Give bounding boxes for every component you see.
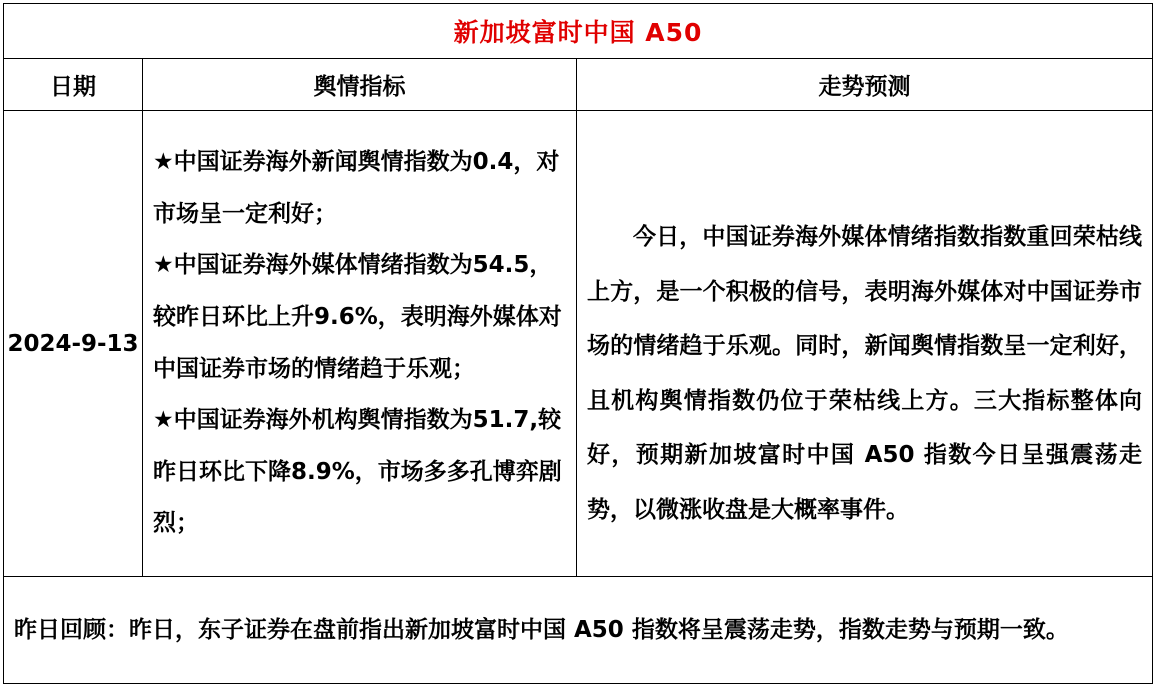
header-date: 日期 <box>4 59 143 111</box>
title-row <box>4 4 1153 59</box>
indicator-media: ★中国证券海外媒体情绪指数为54.5，较昨日环比上升9.6%，表明海外媒体对中国证券市场的情绪趋于乐观； <box>153 252 562 382</box>
review-text: 昨日回顾：昨日，东子证券在盘前指出新加坡富时中国 A50 指数将呈震荡走势，指数走势与预期一致。 <box>4 577 1153 684</box>
indicator-list <box>143 111 577 577</box>
indicator-news: ★中国证券海外新闻舆情指数为0.4，对市场呈一定利好； <box>153 149 560 227</box>
table-title: 新加坡富时中国 A50 <box>4 4 1153 59</box>
data-row <box>4 111 1153 577</box>
a50-sentiment-table <box>3 3 1153 684</box>
forecast-cell <box>577 111 1153 577</box>
header-indicator: 舆情指标 <box>143 59 577 111</box>
forecast-text: 今日，中国证券海外媒体情绪指数指数重回荣枯线上方，是一个积极的信号，表明海外媒体对中国证券市场的情绪趋于乐观。同时，新闻舆情指数呈一定利好，且机构舆情指数仍位于荣枯线上方。三大指标整体向好，预期新加坡富时中国 A50 指数今日呈强震荡走势，以微涨收盘是大概率事件。 <box>587 224 1142 523</box>
header-forecast: 走势预测 <box>577 59 1153 111</box>
review-row <box>4 577 1153 684</box>
indicator-institution: ★中国证券海外机构舆情指数为51.7,较昨日环比下降8.9%，市场多多孔博弈剧烈； <box>153 407 562 537</box>
header-row <box>4 59 1153 111</box>
row-date: 2024-9-13 <box>4 111 143 577</box>
